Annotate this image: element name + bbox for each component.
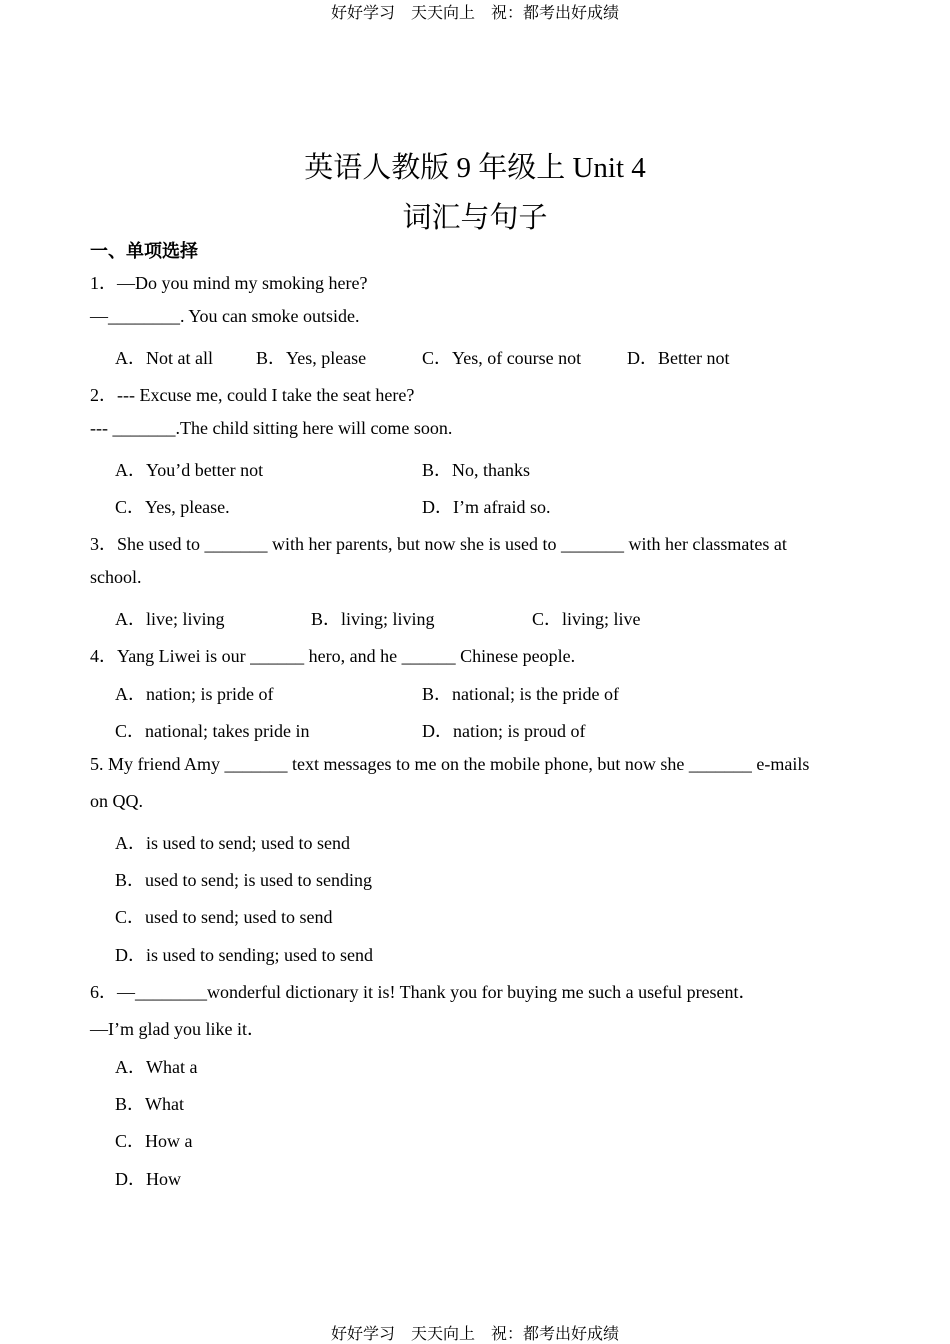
question-3-stem: 3．She used to _______ with her parents, but now she is used to _______ with her classmates at	[90, 534, 787, 554]
question-5-option-c[interactable]: C．used to send; used to send	[115, 907, 333, 927]
question-2-option-c[interactable]: C．Yes, please.	[115, 497, 230, 517]
question-6-option-d[interactable]: D．How	[115, 1169, 181, 1189]
question-2-stem: 2．--- Excuse me, could I take the seat here?	[90, 385, 415, 405]
question-6-option-c[interactable]: C．How a	[115, 1131, 193, 1151]
section-heading: 一、单项选择	[90, 241, 198, 262]
question-2-option-b[interactable]: B．No, thanks	[422, 460, 530, 480]
question-5-option-d[interactable]: D．is used to sending; used to send	[115, 945, 373, 965]
question-4-option-a[interactable]: A．nation; is pride of	[115, 684, 274, 704]
page-header: 好好学习 天天向上 祝：都考出好成绩	[330, 3, 619, 22]
question-3-option-a[interactable]: A．live; living	[115, 609, 225, 629]
question-2-option-d[interactable]: D．I’m afraid so.	[422, 497, 551, 517]
question-4-option-b[interactable]: B．national; is the pride of	[422, 684, 619, 704]
document-title: 英语人教版 9 年级上 Unit 4	[304, 152, 646, 184]
question-5-option-a[interactable]: A．is used to send; used to send	[115, 833, 350, 853]
question-4-option-d[interactable]: D．nation; is proud of	[422, 721, 586, 741]
question-1-stem: 1．—Do you mind my smoking here?	[90, 273, 368, 293]
question-5-option-b[interactable]: B．used to send; is used to sending	[115, 870, 372, 890]
question-3-option-c[interactable]: C．living; live	[532, 609, 641, 629]
question-1-reply: —________. You can smoke outside.	[90, 306, 360, 326]
question-4-option-c[interactable]: C．national; takes pride in	[115, 721, 310, 741]
question-2-option-a[interactable]: A．You’d better not	[115, 460, 264, 480]
question-3-stem-cont: school.	[90, 567, 142, 587]
question-1-option-c[interactable]: C．Yes, of course not	[422, 348, 582, 368]
question-1-option-d[interactable]: D．Better not	[627, 348, 730, 368]
question-5-stem: 5. My friend Amy _______ text messages to me on the mobile phone, but now she _______ e-mails	[90, 754, 810, 774]
question-2-reply: --- _______.The child sitting here will come soon.	[90, 418, 453, 438]
question-6-reply: —I’m glad you like it．	[90, 1019, 265, 1039]
question-6-option-b[interactable]: B．What	[115, 1094, 184, 1114]
question-6-option-a[interactable]: A．What a	[115, 1057, 198, 1077]
question-4-stem: 4．Yang Liwei is our ______ hero, and he ______ Chinese people.	[90, 646, 576, 666]
question-1-option-a[interactable]: A．Not at all	[115, 348, 213, 368]
question-1-option-b[interactable]: B．Yes, please	[256, 348, 367, 368]
question-3-option-b[interactable]: B．living; living	[311, 609, 435, 629]
question-6-stem: 6．—________wonderful dictionary it is! Thank you for buying me such a useful present．	[90, 982, 757, 1002]
page-footer: 好好学习 天天向上 祝：都考出好成绩	[330, 1324, 619, 1343]
document-subtitle: 词汇与句子	[402, 202, 548, 234]
question-5-stem-cont: on QQ.	[90, 791, 143, 811]
